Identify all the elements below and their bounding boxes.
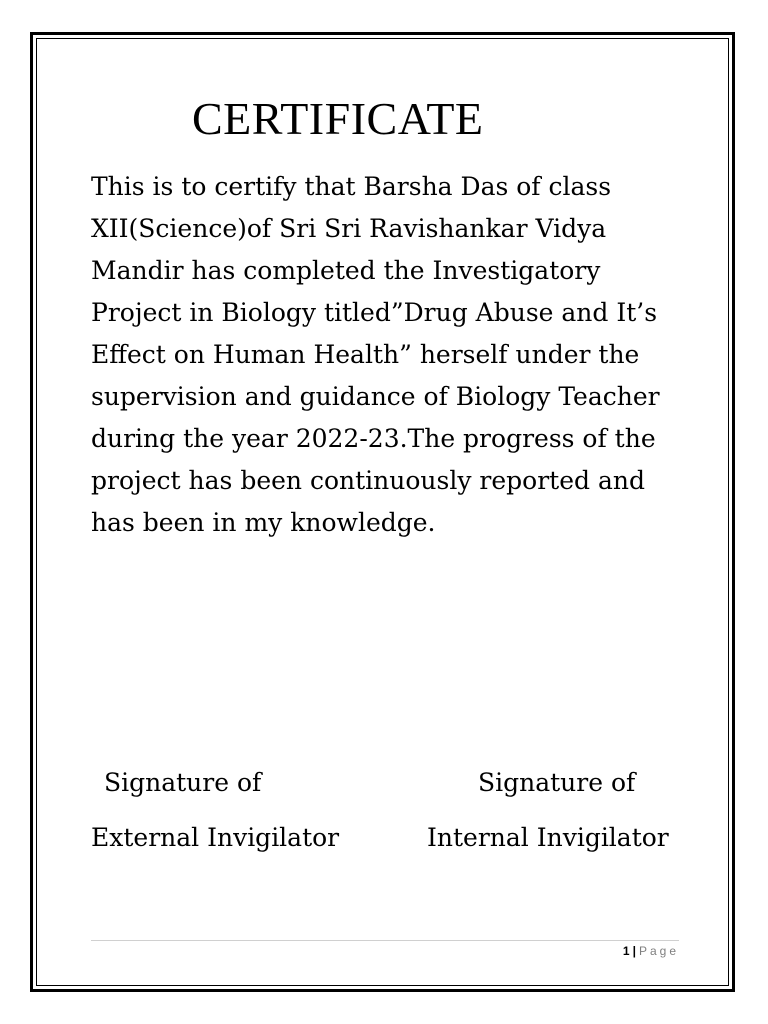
certificate-body bbox=[91, 166, 691, 544]
page-footer bbox=[623, 944, 679, 958]
internal-signature-label: Signature of bbox=[478, 768, 636, 797]
body-line: Effect on Human Health” herself under the bbox=[91, 340, 640, 369]
external-invigilator-label: External Invigilator bbox=[91, 823, 340, 852]
body-line: Project in Biology titled”Drug Abuse and It’s bbox=[91, 298, 658, 327]
footer-separator: | bbox=[632, 944, 636, 958]
body-line: project has been continuously reported and bbox=[91, 466, 645, 495]
page-number: 1 bbox=[622, 944, 630, 958]
body-line: Mandir has completed the Investigatory bbox=[91, 256, 601, 285]
certificate-title: CERTIFICATE bbox=[192, 93, 484, 144]
footer-divider bbox=[91, 940, 679, 941]
body-line: during the year 2022-23.The progress of the bbox=[91, 424, 656, 453]
body-line: XII(Science)of Sri Sri Ravishankar Vidya bbox=[91, 214, 607, 243]
body-line: This is to certify that Barsha Das of class bbox=[91, 172, 612, 201]
external-signature-label: Signature of bbox=[104, 768, 262, 797]
internal-invigilator-label: Internal Invigilator bbox=[427, 823, 669, 852]
body-line: supervision and guidance of Biology Teacher bbox=[91, 382, 660, 411]
page-word: Page bbox=[638, 944, 679, 958]
body-line: has been in my knowledge. bbox=[91, 508, 436, 537]
